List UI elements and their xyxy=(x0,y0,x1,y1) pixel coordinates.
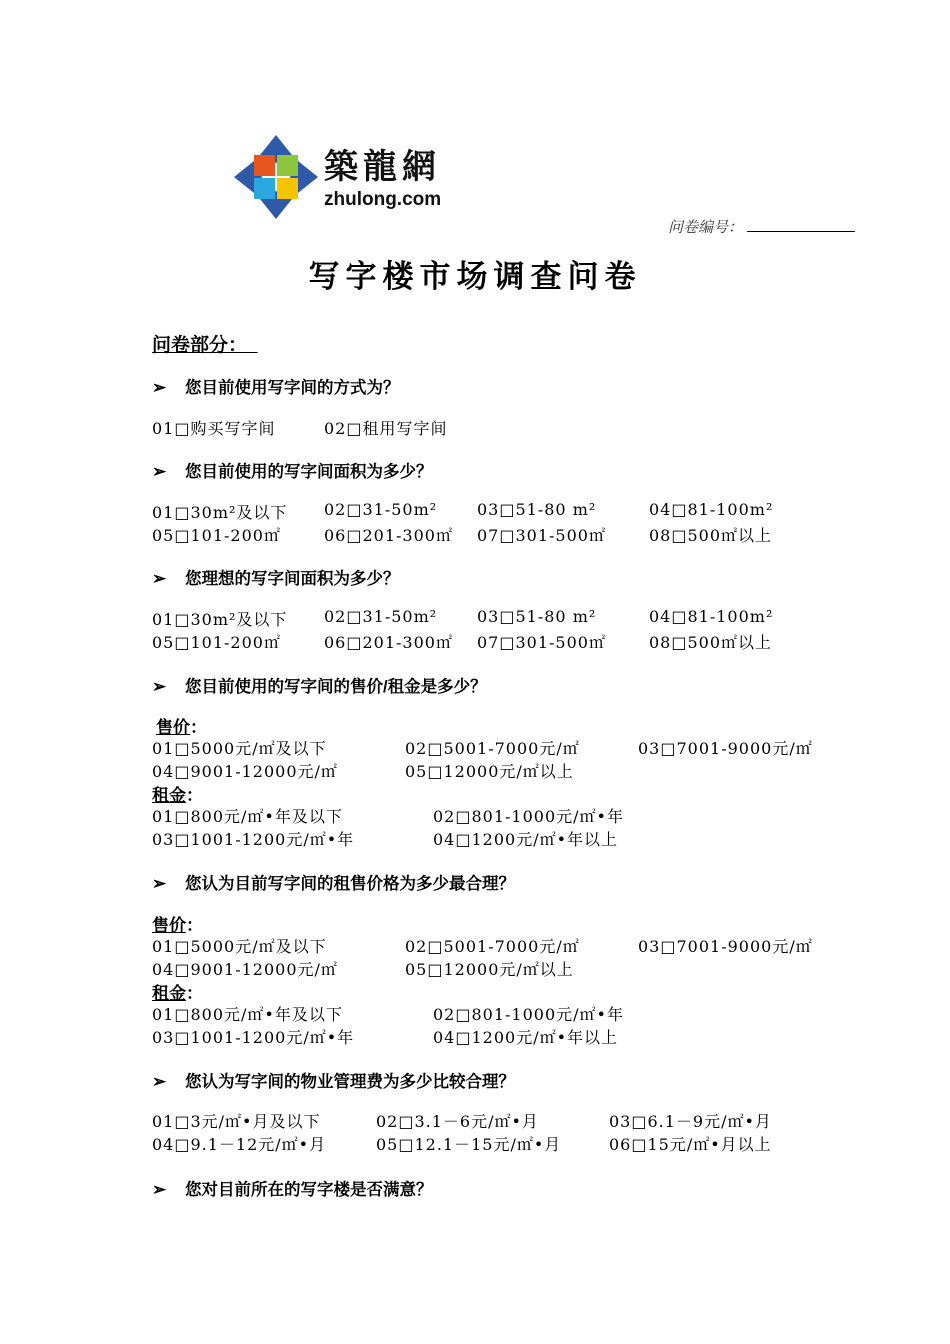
question-5-text: 您认为目前写字间的租售价格为多少最合理？ xyxy=(185,875,515,893)
arrow-bullet-icon: ➢ xyxy=(152,1180,167,1199)
q5-sale-option-2[interactable]: 02□5001-7000元/㎡ xyxy=(405,937,580,956)
q2-option-7[interactable]: 07□301-500㎡ xyxy=(477,526,606,545)
q6-option-2[interactable]: 02□3.1－6元/㎡•月 xyxy=(376,1112,539,1131)
q5-sale-heading: 售价： xyxy=(152,916,203,935)
q4-sale-label: 售价 xyxy=(156,718,190,737)
question-2-text: 您目前使用的写字间面积为多少？ xyxy=(185,463,433,481)
q4-sale-option-5[interactable]: 05□12000元/㎡以上 xyxy=(405,762,574,781)
page-title: 写字楼市场调查问卷 xyxy=(308,259,642,295)
q4-sale-heading: 售价： xyxy=(156,718,207,737)
q6-option-3[interactable]: 03□6.1－9元/㎡•月 xyxy=(609,1112,772,1131)
q1-option-1[interactable]: 01□购买写字间 xyxy=(152,419,276,438)
q5-sale-option-4[interactable]: 04□9001-12000元/㎡ xyxy=(152,960,338,979)
q4-rent-option-3[interactable]: 03□1001-1200元/㎡•年 xyxy=(152,830,355,849)
q6-option-5[interactable]: 05□12.1－15元/㎡•月 xyxy=(376,1135,562,1154)
q3-option-2[interactable]: 02□31-50m² xyxy=(324,607,438,626)
logo-chinese-text: 築龍網 xyxy=(324,147,441,187)
q2-option-1[interactable]: 01□30m²及以下 xyxy=(152,503,288,522)
q2-option-8[interactable]: 08□500㎡以上 xyxy=(649,526,773,545)
q3-option-3[interactable]: 03□51-80 m² xyxy=(477,607,597,626)
q3-option-6[interactable]: 06□201-300㎡ xyxy=(324,633,453,652)
q4-rent-label: 租金 xyxy=(152,786,186,805)
q2-option-2[interactable]: 02□31-50m² xyxy=(324,500,438,519)
q4-rent-heading: 租金： xyxy=(152,786,203,805)
question-4 xyxy=(152,673,487,697)
q6-option-4[interactable]: 04□9.1－12元/㎡•月 xyxy=(152,1135,327,1154)
q4-sale-option-1[interactable]: 01□5000元/㎡及以下 xyxy=(152,739,327,758)
q6-option-1[interactable]: 01□3元/㎡•月及以下 xyxy=(152,1112,321,1131)
arrow-bullet-icon: ➢ xyxy=(152,462,167,481)
question-7 xyxy=(152,1176,433,1200)
q5-sale-option-5[interactable]: 05□12000元/㎡以上 xyxy=(405,960,574,979)
questionnaire-number-label: 问卷编号： xyxy=(668,218,744,236)
question-5 xyxy=(152,870,515,894)
q2-option-5[interactable]: 05□101-200㎡ xyxy=(152,526,281,545)
q6-option-6[interactable]: 06□15元/㎡•月以上 xyxy=(609,1135,772,1154)
questionnaire-number-blank[interactable] xyxy=(747,219,855,232)
q5-rent-heading: 租金： xyxy=(152,984,203,1003)
logo-domain-text: zhulong.com xyxy=(324,189,442,210)
question-3-text: 您理想的写字间面积为多少？ xyxy=(185,570,400,588)
q4-rent-option-4[interactable]: 04□1200元/㎡•年以上 xyxy=(433,830,619,849)
arrow-bullet-icon: ➢ xyxy=(152,677,167,696)
arrow-bullet-icon: ➢ xyxy=(152,1072,167,1091)
zhulong-logo xyxy=(232,133,464,223)
zhulong-emblem-icon xyxy=(232,133,320,221)
section-label: 问卷部分： xyxy=(152,335,248,356)
q4-sale-option-2[interactable]: 02□5001-7000元/㎡ xyxy=(405,739,580,758)
q2-option-3[interactable]: 03□51-80 m² xyxy=(477,500,597,519)
question-1 xyxy=(152,374,400,398)
q3-option-7[interactable]: 07□301-500㎡ xyxy=(477,633,606,652)
q5-rent-option-2[interactable]: 02□801-1000元/㎡•年 xyxy=(433,1005,624,1024)
q5-rent-label: 租金 xyxy=(152,984,186,1003)
questionnaire-number xyxy=(668,216,855,237)
arrow-bullet-icon: ➢ xyxy=(152,569,167,588)
q3-option-4[interactable]: 04□81-100m² xyxy=(649,607,774,626)
question-3 xyxy=(152,565,400,589)
q5-sale-label: 售价 xyxy=(152,916,186,935)
question-6 xyxy=(152,1068,515,1092)
question-1-text: 您目前使用写字间的方式为？ xyxy=(185,379,400,397)
arrow-bullet-icon: ➢ xyxy=(152,874,167,893)
q4-rent-option-1[interactable]: 01□800元/㎡•年及以下 xyxy=(152,807,343,826)
q5-rent-option-4[interactable]: 04□1200元/㎡•年以上 xyxy=(433,1028,619,1047)
arrow-bullet-icon: ➢ xyxy=(152,378,167,397)
q2-option-6[interactable]: 06□201-300㎡ xyxy=(324,526,453,545)
question-2 xyxy=(152,458,433,482)
question-6-text: 您认为写字间的物业管理费为多少比较合理？ xyxy=(185,1073,515,1091)
question-7-text: 您对目前所在的写字楼是否满意？ xyxy=(185,1181,433,1199)
q5-rent-option-1[interactable]: 01□800元/㎡•年及以下 xyxy=(152,1005,343,1024)
q5-sale-option-3[interactable]: 03□7001-9000元/㎡ xyxy=(638,937,813,956)
question-4-text: 您目前使用的写字间的售价/租金是多少？ xyxy=(185,678,487,696)
q4-sale-option-3[interactable]: 03□7001-9000元/㎡ xyxy=(638,739,813,758)
q4-sale-option-4[interactable]: 04□9001-12000元/㎡ xyxy=(152,762,338,781)
q3-option-5[interactable]: 05□101-200㎡ xyxy=(152,633,281,652)
q4-rent-option-2[interactable]: 02□801-1000元/㎡•年 xyxy=(433,807,624,826)
q5-rent-option-3[interactable]: 03□1001-1200元/㎡•年 xyxy=(152,1028,355,1047)
q5-sale-option-1[interactable]: 01□5000元/㎡及以下 xyxy=(152,937,327,956)
q3-option-8[interactable]: 08□500㎡以上 xyxy=(649,633,773,652)
q1-option-2[interactable]: 02□租用写字间 xyxy=(324,419,448,438)
q3-option-1[interactable]: 01□30m²及以下 xyxy=(152,610,288,629)
q2-option-4[interactable]: 04□81-100m² xyxy=(649,500,774,519)
